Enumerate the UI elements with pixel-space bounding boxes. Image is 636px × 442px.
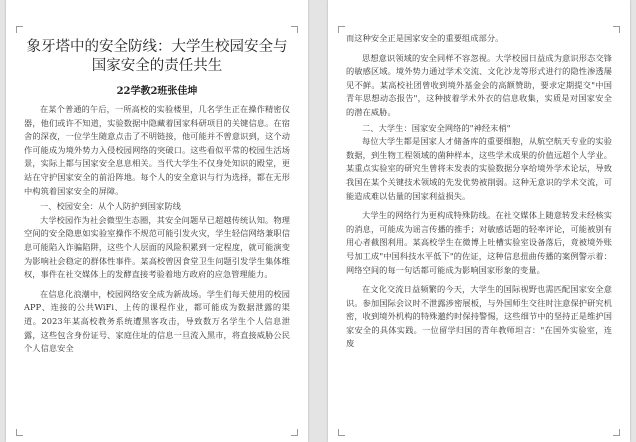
paragraph: 思想意识领域的安全同样不容忽视。大学校园日益成为意识形态交锋的敏感区域。境外势力通过学术交流、文化沙龙等形式进行的隐性渗透屡见不鲜。某高校社团曾收到境外基金会的高额赞助，要求定期提交"中国青年思想动态报告"，这种披着学术外衣的信息收集，实质是对国家安全的潜在威胁。	[346, 52, 612, 117]
section-heading: 一、校园安全：从个人防护到国家防线	[40, 201, 181, 212]
document-author: 22学教2班张佳坤	[116, 86, 198, 97]
paragraph: 而这种安全正是国家安全的重要组成部分。	[346, 33, 504, 43]
section-heading: 二、大学生：国家安全网络的"神经末梢"	[362, 122, 511, 133]
paragraph: 在某个普通的午后，一所高校的实验楼里，几名学生正在操作精密仪器，他们或许不知道，实验数据中隐藏着国家科研项目的关键信息。在宿舍的深夜，一位学生随意点击了不明链接，他可能并不曾意识到，这个动作可能成为境外势力入侵校园网络的突破口。这些看似平常的校园生活场景，实际上都与国家安全息息相关。当代大学生不仅身处知识的殿堂，更站在守护国家安全的前沿阵地。每个人的安全意识与行为选择，都在无形中构筑着国家安全的屏障。	[24, 104, 290, 196]
document-page-right	[328, 0, 630, 442]
document-page-left	[6, 0, 308, 442]
paragraph: 在文化交流日益频繁的今天，大学生的国际视野也需匹配国家安全意识。参加国际会议时不泄露涉密展板，与外国师生交往时注意保护研究机密，收到境外机构的特殊邀约时保持警惕，这些细节中的坚持正是维护国家安全的具体实践。一位留学归国的青年教师坦言："在国外实验室，连废	[346, 284, 612, 349]
document-title: 象牙塔中的安全防线：大学生校园安全与国家安全的责任共生	[26, 39, 288, 74]
paragraph: 在信息化浪潮中，校园网络安全成为新战场。学生们每天使用的校园APP、连接的公共WiFi、上传的课程作业，都可能成为数据泄露的渠道。2023年某高校教务系统遭黑客攻击，导致数万名学生个人信息泄露，这些包含身份证号、家庭住址的信息一旦流入黑市，将直接威胁公民个人信息安全	[24, 288, 290, 354]
paragraph: 每位大学生都是国家人才储备库的重要细胞，从航空航天专业的实验数据，到生物工程领域的菌种样本，这些学术成果的价值远超个人学业。某重点实验室的研究生曾将未发表的实验数据分享给境外学术论坛，导致我国在某个关键技术领域的先发优势被削弱。这种无意识的学术交流，可能造成难以估量的国家利益损失。	[346, 136, 612, 201]
paragraph: 大学校园作为社会微型生态圈，其安全问题早已超越传统认知。物理空间的安全隐患如实验室操作不规范可能引发火灾，学生轻信网络兼职信息可能陷入诈骗陷阱，这些个人层面的风险积累到一定程度，就可能演变为影响社会稳定的群体性事件。某高校曾因食堂卫生问题引发学生集体维权，事件在社交媒体上的发酵直接考验着地方政府的应急管理能力。	[24, 214, 290, 280]
paragraph: 大学生的网络行为更构成特殊防线。在社交媒体上随意转发未经核实的消息，可能成为谣言传播的推手；对敏感话题的轻率评论，可能被别有用心者截图利用。某高校学生在微博上吐槽实验室设备落后，竟被境外账号加工成"中国科技水平低下"的佐证，这种信息扭曲传播的案例警示着：网络空间的每一句话都可能成为影响国家形象的变量。	[346, 210, 612, 275]
